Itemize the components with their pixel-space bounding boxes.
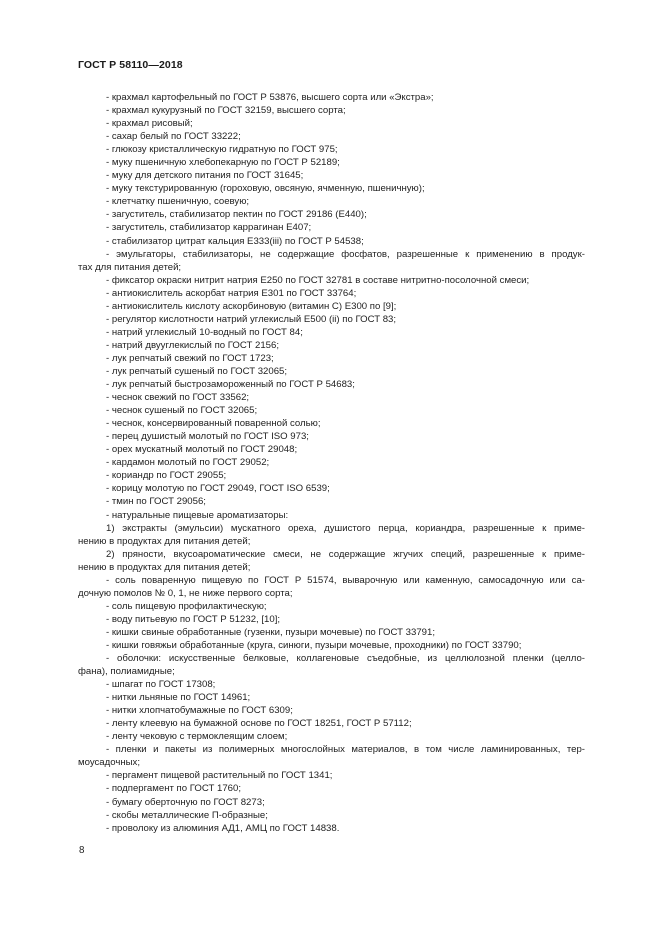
text-line: - натрий двууглекислый по ГОСТ 2156; bbox=[106, 339, 280, 351]
text-line: - пергамент пищевой растительный по ГОСТ 1341; bbox=[106, 770, 333, 782]
text-line: нению в продуктах для питания детей; bbox=[78, 535, 251, 547]
text-line: - загуститель, стабилизатор пектин по ГОСТ 29186 (Е440); bbox=[106, 209, 367, 221]
text-line: - глюкозу кристаллическую гидратную по ГОСТ 975; bbox=[106, 144, 338, 156]
text-line: - кишки свиные обработанные (гузенки, пузыри мочевые) по ГОСТ 33791; bbox=[106, 626, 436, 638]
text-line: - фиксатор окраски нитрит натрия Е250 по ГОСТ 32781 в составе нитритно-посолочной смеси; bbox=[106, 274, 530, 286]
text-line: - ленту чековую с термоклеящим слоем; bbox=[106, 731, 288, 743]
text-line: - чеснок свежий по ГОСТ 33562; bbox=[106, 392, 250, 404]
text-line: - регулятор кислотности натрий углекислый Е500 (ii) по ГОСТ 83; bbox=[106, 313, 397, 325]
text-line: - крахмал рисовый; bbox=[106, 118, 193, 130]
text-line: - антиокислитель аскорбат натрия Е301 по ГОСТ 33764; bbox=[106, 287, 357, 299]
text-line: - лук репчатый свежий по ГОСТ 1723; bbox=[106, 352, 274, 364]
document-header-title: ГОСТ Р 58110—2018 bbox=[78, 59, 183, 71]
text-line: - стабилизатор цитрат кальция Е333(iii) по ГОСТ Р 54538; bbox=[106, 235, 364, 247]
text-line: - натуральные пищевые ароматизаторы: bbox=[106, 509, 289, 521]
text-line: моусадочных; bbox=[78, 757, 141, 769]
text-line: - тмин по ГОСТ 29056; bbox=[106, 496, 206, 508]
text-line: фана), полиамидные; bbox=[78, 666, 175, 678]
text-line: - корицу молотую по ГОСТ 29049, ГОСТ ISO 6539; bbox=[106, 483, 330, 495]
text-line: - перец душистый молотый по ГОСТ ISO 973; bbox=[106, 431, 309, 443]
text-line: - лук репчатый сушеный по ГОСТ 32065; bbox=[106, 365, 288, 377]
text-line: - орех мускатный молотый по ГОСТ 29048; bbox=[106, 444, 298, 456]
text-line: тах для питания детей; bbox=[78, 261, 182, 273]
text-line: - проволоку из алюминия АД1, АМЦ по ГОСТ 14838. bbox=[106, 822, 340, 834]
text-line: - лук репчатый быстрозамороженный по ГОСТ Р 54683; bbox=[106, 379, 355, 391]
text-line: - клетчатку пшеничную, соевую; bbox=[106, 196, 250, 208]
text-line: - муку текстурированную (гороховую, овсяную, ячменную, пшеничную); bbox=[106, 183, 425, 195]
text-line: - воду питьевую по ГОСТ Р 51232, [10]; bbox=[106, 613, 281, 625]
text-line: - эмульгаторы, стабилизаторы, не содержащие фосфатов, разрешенные к применению в продук- bbox=[106, 248, 585, 260]
ingredient-list bbox=[78, 91, 585, 835]
text-line: - кишки говяжьи обработанные (круга, синюги, пузыри мочевые, проходники) по ГОСТ 33790; bbox=[106, 639, 522, 651]
page-number: 8 bbox=[79, 845, 85, 856]
text-line: - соль пищевую профилактическую; bbox=[106, 600, 267, 612]
text-line: - муку пшеничную хлебопекарную по ГОСТ Р 52189; bbox=[106, 157, 340, 169]
text-line: - чеснок, консервированный поваренной солью; bbox=[106, 418, 321, 430]
text-line: - крахмал кукурузный по ГОСТ 32159, высшего сорта; bbox=[106, 105, 346, 117]
text-line: - чеснок сушеный по ГОСТ 32065; bbox=[106, 405, 258, 417]
text-line: - нитки льняные по ГОСТ 14961; bbox=[106, 692, 251, 704]
text-line: - нитки хлопчатобумажные по ГОСТ 6309; bbox=[106, 705, 293, 717]
text-line: - бумагу оберточную по ГОСТ 8273; bbox=[106, 796, 265, 808]
text-line: - натрий углекислый 10-водный по ГОСТ 84; bbox=[106, 326, 303, 338]
text-line: - шпагат по ГОСТ 17308; bbox=[106, 679, 216, 691]
text-line: нению в продуктах для питания детей; bbox=[78, 561, 251, 573]
text-line: - пленки и пакеты из полимерных многослойных материалов, в том числе ламинированных, тер- bbox=[106, 744, 585, 756]
text-line: 1) экстракты (эмульсии) мускатного ореха, душистого перца, кориандра, разрешенные к приме- bbox=[106, 522, 585, 534]
text-line: - антиокислитель кислоту аскорбиновую (витамин С) Е300 по [9]; bbox=[106, 300, 397, 312]
text-line: - соль поваренную пищевую по ГОСТ Р 51574, выварочную или каменную, самосадочную или са- bbox=[106, 574, 585, 586]
text-line: - оболочки: искусственные белковые, коллагеновые съедобные, из целлюлозной пленки (целло- bbox=[106, 653, 585, 665]
text-line: - сахар белый по ГОСТ 33222; bbox=[106, 131, 241, 143]
text-line: - муку для детского питания по ГОСТ 31645; bbox=[106, 170, 304, 182]
text-line: - кардамон молотый по ГОСТ 29052; bbox=[106, 457, 270, 469]
text-line: - подпергамент по ГОСТ 1760; bbox=[106, 783, 242, 795]
text-line: - кориандр по ГОСТ 29055; bbox=[106, 470, 227, 482]
text-line: 2) пряности, вкусоароматические смеси, не содержащие жгучих специй, разрешенные к приме- bbox=[106, 548, 585, 560]
text-line: - скобы металлические П-образные; bbox=[106, 809, 268, 821]
text-line: дочную помолов № 0, 1, не ниже первого сорта; bbox=[78, 587, 293, 599]
text-line: - загуститель, стабилизатор каррагинан Е407; bbox=[106, 222, 312, 234]
text-line: - крахмал картофельный по ГОСТ Р 53876, высшего сорта или «Экстра»; bbox=[106, 92, 434, 103]
text-line: - ленту клеевую на бумажной основе по ГОСТ 18251, ГОСТ Р 57112; bbox=[106, 718, 412, 730]
